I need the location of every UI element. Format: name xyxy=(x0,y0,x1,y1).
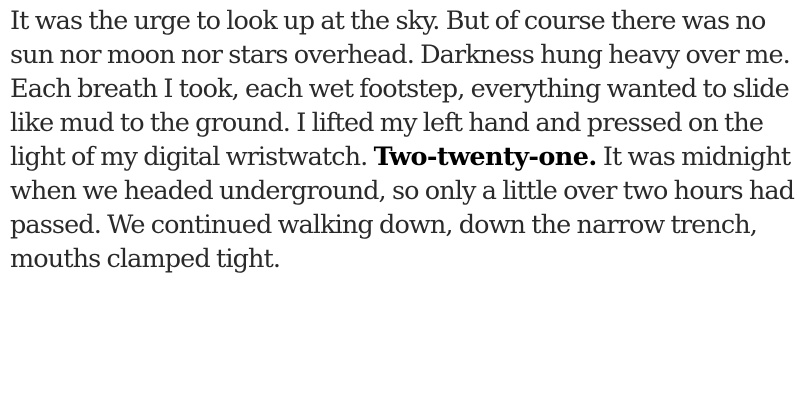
passage-text xyxy=(10,4,795,276)
passage-text-before: It was the urge to look up at the sky. But of course there was no sun nor moon nor stars overhead. Darkness hung heavy over me. Each breath I took, each wet footstep, everything wanted to slide like mud to the ground. I lifted my left hand and pressed on the light of my digital wristwatch. xyxy=(10,6,790,172)
time-highlight: Two-twenty-one. xyxy=(373,142,597,172)
passage-text-after: It was midnight when we headed underground, so only a little over two hours had passed. We continued walking down, down the narrow trench, mouths clamped tight. xyxy=(10,142,795,274)
